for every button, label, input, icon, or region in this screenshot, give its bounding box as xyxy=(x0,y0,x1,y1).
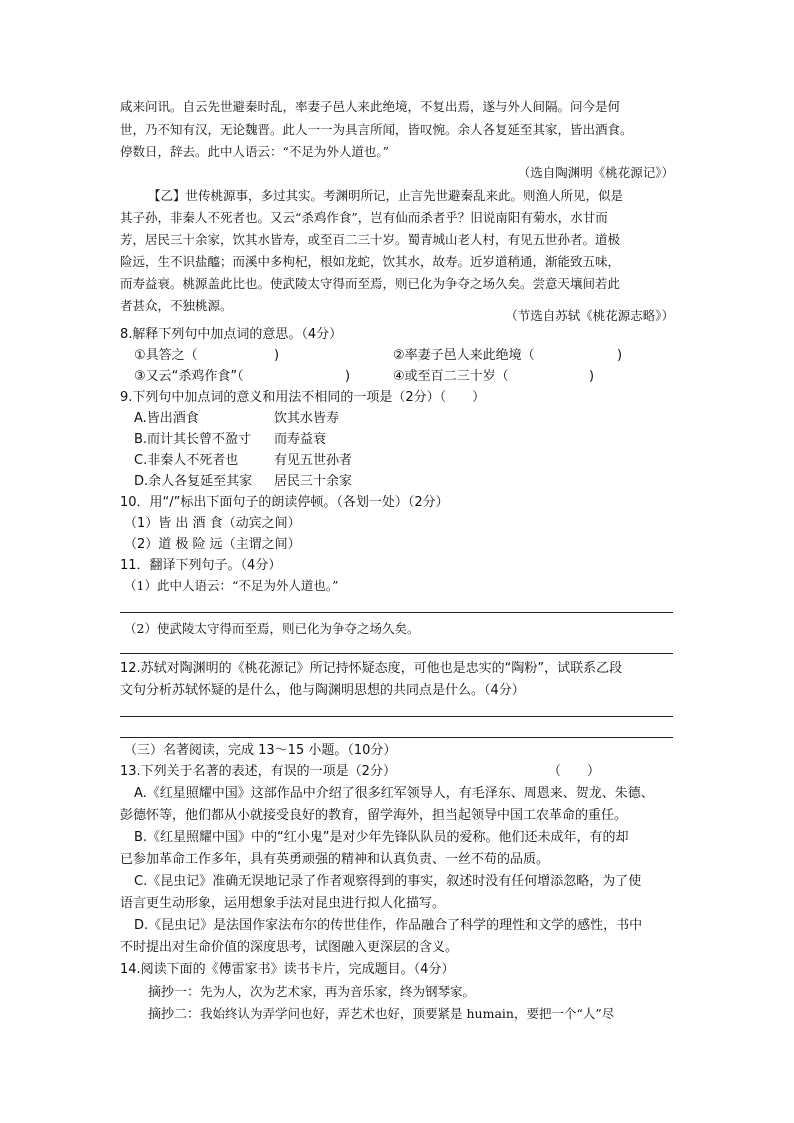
answer-line xyxy=(120,716,673,717)
q13-line-2: 彭德怀等，他们都从小就接受良好的教育，留学海外，担当起领导中国工农革命的重任。 xyxy=(120,808,628,823)
q14-excerpt-1-label: 摘抄一： xyxy=(148,985,201,1000)
q13-stem: 13.下列关于名著的表述，有误的一项是（2分） xyxy=(120,764,396,779)
passage-a-line-3: 停数日，辞去。此中人语云：“不足为外人道也。” xyxy=(120,144,390,159)
q14-excerpt-2-text: 我始终认为弄学问也好，弄艺术也好，顶要紧是 humain，要把一个“人”尽 xyxy=(200,1006,615,1021)
q9-option-a-right: 饮其水皆寿 xyxy=(274,411,340,426)
passage-a-source: （选自陶渊明《桃花源记》） xyxy=(517,165,674,180)
q9-option-a-left: A.皆出酒食 xyxy=(134,411,199,426)
q8-item-2-close: ) xyxy=(617,348,623,363)
q13-line-4: 已参加革命工作多年，具有英勇顽强的精神和认真负责、一丝不苟的品质。 xyxy=(120,852,550,867)
passage-b-line-1: 【乙】世传桃源事，多过其实。考渊明所记，止言先世避秦乱来此。则渔人所见，似是 xyxy=(148,188,624,203)
q13-line-5: C.《昆虫记》准确无误地记录了作者观察得到的事实，叙述时没有任何增添忽略，为了使 xyxy=(134,874,642,889)
answer-line xyxy=(120,737,673,738)
q8-item-3: ③又云“杀鸡作食”（ xyxy=(134,369,244,384)
q14-excerpt-2 xyxy=(148,1004,614,1025)
q12-line-2: 文句分析苏轼怀疑的是什么，他与陶渊明思想的共同点是什么。（4分） xyxy=(120,683,525,698)
q9-option-d-left: D.余人各复延至其家 xyxy=(134,474,253,489)
q11-stem: 11．翻译下列句子。（4分） xyxy=(120,558,282,573)
passage-a-line-1: 咸来问讯。自云先世避秦时乱，率妻子邑人来此绝境，不复出焉，遂与外人间隔。问今是何 xyxy=(120,99,621,114)
answer-line xyxy=(120,612,673,613)
q14-excerpt-1-text: 先为人，次为艺术家，再为音乐家，终为钢琴家。 xyxy=(200,984,476,999)
q9-option-b-right: 而寿益衰 xyxy=(274,432,327,447)
q9-option-c-left: C.非秦人不死者也 xyxy=(134,453,239,468)
q9-stem: 9.下列句中加点词的意义和用法不相同的一项是（2分）（ ） xyxy=(120,390,486,405)
passage-b-line-6: 者甚众，不独桃源。 xyxy=(120,298,233,313)
q8-item-3-close: ) xyxy=(345,369,351,384)
q12-line-1: 12.苏轼对陶渊明的《桃花源记》所记持怀疑态度，可他也是忠实的“陶粉”，试联系乙段 xyxy=(120,661,623,676)
q10-stem: 10．用“/”标出下面句子的朗读停顿。（各划一处）（2分） xyxy=(120,495,449,510)
q9-option-b-left: B.而计其长曾不盈寸 xyxy=(134,432,252,447)
q13-line-1: A.《红星照耀中国》这部作品中介绍了很多红军领导人，有毛泽东、周恩来、贺龙、朱德、 xyxy=(134,786,654,801)
passage-b-line-5: 而寿益衰。桃源盖此比也。使武陵太守得而至焉，则已化为争夺之场久矣。尝意天壤间若此 xyxy=(120,276,621,291)
q10-item-2: （2）道 极 险 远（主谓之间） xyxy=(124,537,301,552)
q11-sentence-2: （2）使武陵太守得而至焉，则已化为争夺之场久矣。 xyxy=(124,621,420,636)
passage-b-line-3: 芳，居民三十余家，饮其水皆寿，或至百二三十岁。蜀青城山老人村，有见五世孙者。道极 xyxy=(120,232,621,247)
q14-stem: 14.阅读下面的《傅雷家书》读书卡片，完成题目。（4分） xyxy=(120,962,455,977)
q14-excerpt-2-label: 摘抄二： xyxy=(148,1007,201,1022)
q9-option-d-right: 居民三十余家 xyxy=(274,474,353,489)
passage-a-line-2: 世，乃不知有汉，无论魏晋。此人一一为具言所闻，皆叹惋。余人各复延至其家，皆出酒食。 xyxy=(120,122,633,137)
q11-sentence-1: （1）此中人语云：“不足为外人道也。” xyxy=(124,578,339,593)
q13-line-3: B.《红星照耀中国》中的“红小鬼”是对少年先锋队队员的爱称。他们还未成年，有的却 xyxy=(134,830,629,845)
section-3-title: （三）名著阅读，完成 13～15 小题。（10分） xyxy=(124,743,397,758)
q13-answer-paren: （ ） xyxy=(548,764,601,779)
q8-item-1-close: ) xyxy=(274,348,280,363)
q13-line-6: 语言更生动形象，运用想象手法对昆虫进行拟人化描写。 xyxy=(120,896,446,911)
q8-stem: 8.解释下列句中加点词的意思。（4分） xyxy=(120,327,343,342)
q13-line-7: D.《昆虫记》是法国作家法布尔的传世佳作，作品融合了科学的理性和文学的感性，书中 xyxy=(134,918,643,933)
passage-b-line-4: 险远，生不识盐醯；而溪中多枸杞，根如龙蛇，饮其水，故寿。近岁道稍通，渐能致五味， xyxy=(120,254,621,269)
q8-item-4: ④或至百二三十岁（ xyxy=(393,369,509,384)
q8-item-1: ①具答之（ xyxy=(134,348,198,363)
q13-line-8: 不时提出对生命价值的深度思考，试图融入更深层的含义。 xyxy=(120,940,459,955)
q8-item-2: ②率妻子邑人来此绝境（ xyxy=(393,348,535,363)
q10-item-1: （1）皆 出 酒 食（动宾之间） xyxy=(124,516,301,531)
passage-b-line-2: 其子孙，非秦人不死者也。又云“杀鸡作食”，岂有仙而杀者乎？旧说南阳有菊水，水甘而 xyxy=(120,210,608,225)
answer-line xyxy=(120,653,673,654)
passage-b-source: （节选自苏轼《桃花源志略》） xyxy=(505,308,674,323)
q8-item-4-close: ) xyxy=(589,369,595,384)
q9-option-c-right: 有见五世孙者 xyxy=(274,453,353,468)
q14-excerpt-1 xyxy=(148,982,475,1003)
